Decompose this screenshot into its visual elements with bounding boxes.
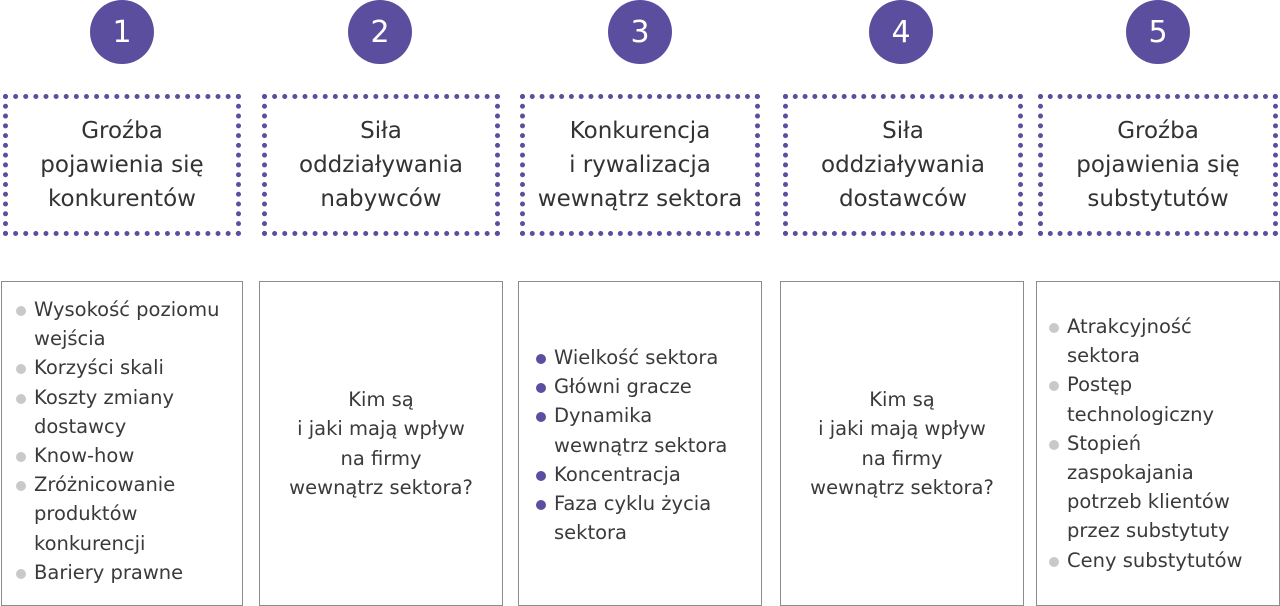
title-line: i rywalizacja — [569, 152, 711, 178]
list-item-text: Główni gracze — [554, 375, 692, 399]
bullet-dot — [1049, 557, 1059, 567]
list-item — [14, 353, 219, 382]
title-line: pojawienia się — [40, 152, 204, 178]
list-item-text: Zróżnicowanie — [34, 473, 176, 497]
list-item-text: wejścia — [34, 327, 106, 351]
list-item-text: Atrakcyjność — [1067, 315, 1192, 338]
title-line: Groźba — [1117, 118, 1199, 144]
list-item — [534, 372, 727, 401]
list-item — [534, 489, 727, 547]
list-item-text: produktów — [34, 502, 138, 526]
title-line: Siła — [882, 118, 924, 144]
bullet-dot — [536, 471, 546, 481]
question-card-supplier-power — [780, 281, 1024, 606]
list-item-text: wewnątrz sektora — [554, 433, 728, 457]
question-card-buyer-power — [259, 281, 503, 606]
list-item-text: Faza cyklu życia — [554, 492, 712, 516]
title-line: nabywców — [320, 186, 442, 212]
bullet-dot — [16, 364, 26, 374]
title-line: substytutów — [1087, 186, 1229, 212]
question-line: wewnątrz sektora? — [810, 476, 994, 499]
title-line: Konkurencja — [569, 118, 711, 144]
title-line: oddziaływania — [299, 152, 463, 178]
factor-list — [1047, 312, 1242, 575]
factor-list — [14, 295, 219, 587]
list-item-text: dostawcy — [34, 414, 127, 438]
list-item-text: konkurencji — [34, 531, 146, 555]
question-line: i jaki mają wpływ — [297, 417, 465, 440]
step-number-3: 3 — [608, 0, 672, 64]
list-item-text: Ceny substytutów — [1067, 548, 1243, 572]
factor-list — [534, 343, 727, 547]
question-line: i jaki mają wpływ — [818, 417, 986, 440]
title-line: Groźba — [81, 118, 163, 144]
list-item — [14, 441, 219, 470]
step-number-1: 1 — [90, 0, 154, 64]
title-line: dostawców — [838, 186, 968, 212]
bullet-dot — [1049, 323, 1059, 333]
title-line: konkurentów — [48, 186, 196, 212]
question-text — [289, 385, 473, 503]
bullet-dot — [16, 569, 26, 579]
step-number-4: 4 — [869, 0, 933, 64]
list-item-text: Dynamika — [554, 404, 653, 428]
list-item-text: Postęp — [1067, 373, 1133, 397]
list-item — [534, 401, 727, 459]
list-item-text: Korzyści skali — [34, 356, 164, 380]
list-item-text: technologiczny — [1067, 402, 1215, 426]
force-title-buyer-power — [262, 94, 500, 236]
step-number-2: 2 — [348, 0, 412, 64]
factors-card-substitutes — [1036, 281, 1280, 606]
list-item-text: Wielkość sektora — [554, 346, 719, 369]
question-line: wewnątrz sektora? — [289, 476, 473, 499]
list-item-text: potrzeb klientów — [1067, 490, 1230, 514]
question-text — [810, 385, 994, 503]
list-item-text: zaspokajania — [1067, 461, 1194, 485]
bullet-dot — [1049, 381, 1059, 391]
bullet-dot — [536, 354, 546, 364]
bullet-dot — [536, 500, 546, 510]
list-item-text: Koszty zmiany — [34, 385, 175, 409]
list-item — [1047, 546, 1242, 575]
bullet-dot — [16, 306, 26, 316]
list-item — [1047, 312, 1242, 370]
factors-card-new-entrants — [1, 281, 243, 606]
question-line: Kim są — [869, 387, 935, 411]
list-item — [14, 470, 219, 558]
title-line: oddziaływania — [821, 152, 985, 178]
list-item — [14, 295, 219, 353]
bullet-dot — [16, 452, 26, 462]
list-item — [534, 460, 727, 489]
list-item — [1047, 429, 1242, 546]
list-item — [1047, 370, 1242, 428]
title-line: Siła — [360, 118, 402, 144]
title-line: wewnątrz sektora — [537, 186, 743, 212]
force-title-substitutes — [1038, 94, 1278, 236]
list-item-text: Wysokość poziomu — [34, 298, 220, 321]
list-item-text: Bariery prawne — [34, 560, 184, 584]
question-line: Kim są — [348, 387, 414, 411]
factors-card-rivalry — [518, 281, 762, 606]
bullet-dot — [16, 394, 26, 404]
question-line: na firmy — [861, 446, 943, 470]
list-item-text: Koncentracja — [554, 462, 681, 486]
force-title-rivalry — [520, 94, 760, 236]
list-item-text: sektora — [1067, 344, 1140, 368]
question-line: na firmy — [340, 446, 422, 470]
force-title-supplier-power — [783, 94, 1023, 236]
bullet-dot — [536, 412, 546, 422]
force-title-new-entrants — [3, 94, 241, 236]
step-number-5: 5 — [1126, 0, 1190, 64]
bullet-dot — [1049, 440, 1059, 450]
list-item-text: przez substytuty — [1067, 519, 1230, 543]
list-item — [14, 558, 219, 587]
title-line: pojawienia się — [1076, 152, 1240, 178]
bullet-dot — [536, 383, 546, 393]
list-item — [14, 383, 219, 441]
list-item-text: sektora — [554, 521, 627, 545]
list-item-text: Know-how — [34, 444, 135, 468]
list-item-text: Stopień — [1067, 431, 1142, 455]
bullet-dot — [16, 481, 26, 491]
list-item — [534, 343, 727, 372]
